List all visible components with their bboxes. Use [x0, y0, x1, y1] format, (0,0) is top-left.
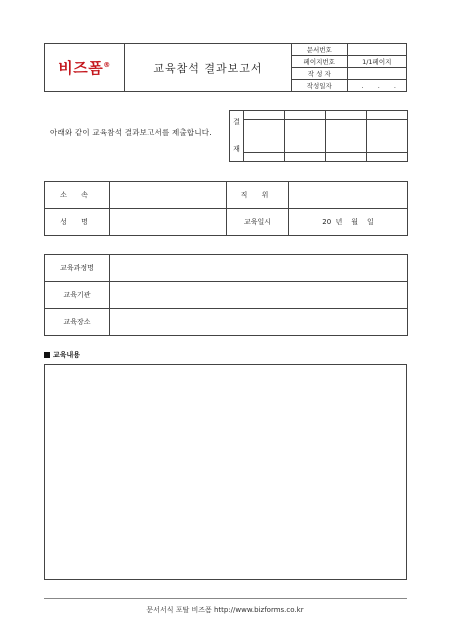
position-field[interactable]: [289, 182, 408, 209]
footer-text: 문서서식 포탈 비즈폼 http://www.bizforms.co.kr: [146, 606, 304, 614]
approval-title-cell[interactable]: [244, 111, 285, 120]
approval-date-cell[interactable]: [367, 153, 408, 162]
submission-statement: 아래와 같이 교육참석 결과보고서를 제출합니다.: [50, 128, 212, 137]
course-name-field[interactable]: [110, 255, 408, 282]
footer-divider: [44, 598, 407, 599]
document-title: 교육참석 결과보고서: [125, 44, 292, 91]
logo-cell: [45, 44, 125, 91]
document-header: [44, 43, 407, 92]
attendee-info-table: [44, 181, 408, 236]
institution-label: 교육기관: [45, 282, 110, 309]
approval-title-cell[interactable]: [367, 111, 408, 120]
square-bullet-icon: [44, 352, 50, 358]
approval-box: [229, 110, 408, 162]
document-meta-table: [292, 44, 406, 91]
bizforms-logo: 비즈폼®: [58, 59, 111, 77]
position-label: 직 위: [227, 182, 289, 209]
info-row: [45, 209, 408, 236]
approval-title-cell[interactable]: [326, 111, 367, 120]
meta-value-field[interactable]: . . .: [361, 81, 402, 90]
venue-label: 교육장소: [45, 309, 110, 336]
meta-value-field[interactable]: [347, 68, 406, 80]
course-row: [45, 282, 408, 309]
affiliation-label: 소 속: [45, 182, 110, 209]
meta-label: 작성일자: [292, 80, 347, 92]
approval-title-cell[interactable]: [285, 111, 326, 120]
name-label: 성 명: [45, 209, 110, 236]
section-heading-text: 교육내용: [53, 351, 81, 359]
meta-value-field[interactable]: [347, 44, 406, 56]
venue-field[interactable]: [110, 309, 408, 336]
training-date-label: 교육일시: [227, 209, 289, 236]
section-heading: [44, 350, 80, 360]
approval-signature-cell[interactable]: [367, 120, 408, 153]
meta-row-page-number: [292, 56, 406, 68]
meta-label: 페이지번호: [292, 56, 347, 68]
course-name-label: 교육과정명: [45, 255, 110, 282]
meta-row-doc-number: [292, 44, 406, 56]
name-field[interactable]: [110, 209, 227, 236]
approval-date-cell[interactable]: [285, 153, 326, 162]
training-content-area[interactable]: [44, 364, 407, 580]
approval-signature-cell[interactable]: [326, 120, 367, 153]
course-row: [45, 255, 408, 282]
affiliation-field[interactable]: [110, 182, 227, 209]
meta-label: 작 성 자: [292, 68, 347, 80]
approval-date-cell[interactable]: [326, 153, 367, 162]
meta-row-author: [292, 68, 406, 80]
institution-field[interactable]: [110, 282, 408, 309]
meta-label: 문서번호: [292, 44, 347, 56]
course-info-table: [44, 254, 408, 336]
info-row: [45, 182, 408, 209]
course-row: [45, 309, 408, 336]
approval-date-cell[interactable]: [244, 153, 285, 162]
approval-signature-cell[interactable]: [285, 120, 326, 153]
training-date-field[interactable]: 20 년 월 일: [289, 209, 408, 236]
approval-signature-cell[interactable]: [244, 120, 285, 153]
meta-row-date: [292, 80, 406, 92]
meta-value-field[interactable]: 1/1페이지: [347, 56, 406, 68]
approval-label: 결 재: [230, 111, 244, 162]
